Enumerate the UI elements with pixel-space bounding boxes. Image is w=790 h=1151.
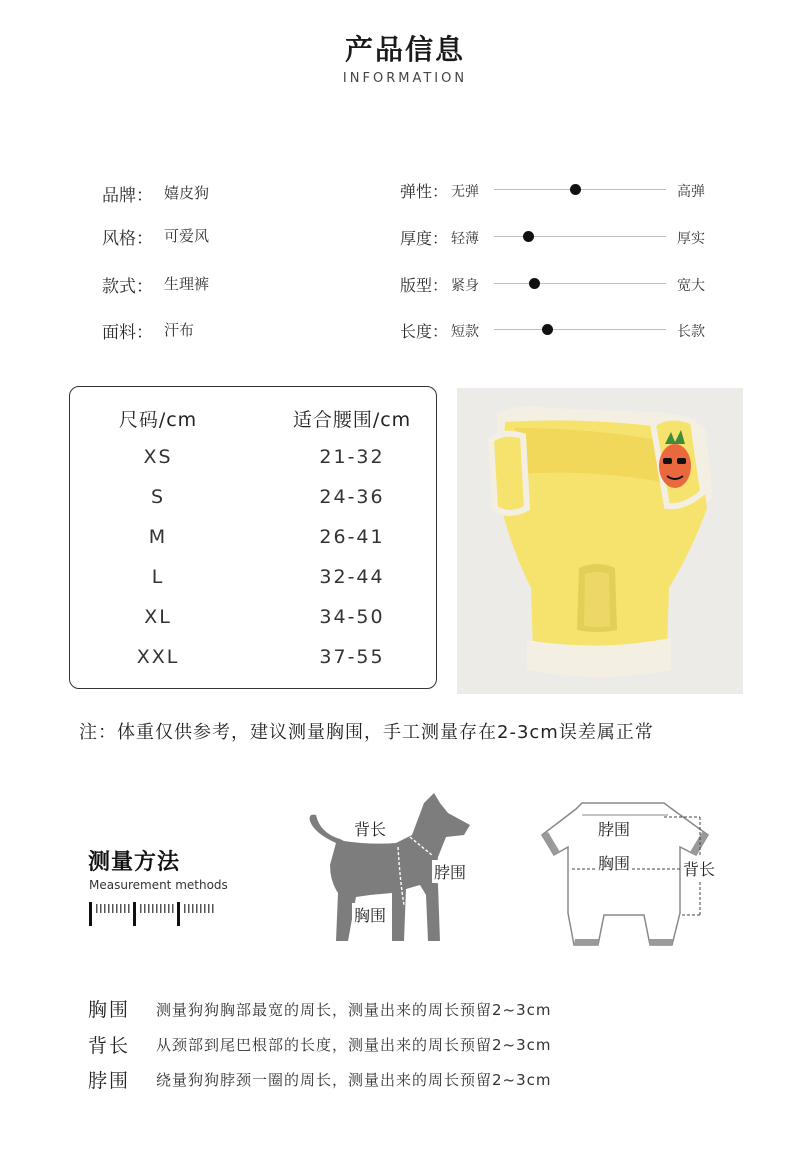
definition-text: 测量狗狗胸部最宽的周长，测量出来的周长预留2~3cm: [156, 1001, 552, 1019]
scale-fit: [400, 272, 720, 296]
scale-high: 长款: [677, 324, 705, 340]
scale-low: 紧身: [451, 278, 479, 294]
scale-low: 轻薄: [451, 231, 479, 247]
definition-text: 从颈部到尾巴根部的长度，测量出来的周长预留2~3cm: [156, 1036, 552, 1054]
attribute-fabric: [102, 318, 195, 343]
scale-marker: [529, 278, 540, 289]
size-table: [69, 386, 437, 689]
dog-label-chest: 胸围: [352, 903, 388, 926]
attribute-key: 风格：: [102, 229, 153, 249]
scale-elasticity: [400, 178, 720, 202]
scale-marker: [542, 324, 553, 335]
page-title: 产品信息: [344, 33, 465, 66]
attribute-value: 生理裤: [164, 275, 210, 293]
dog-label-neck: 脖围: [432, 860, 468, 883]
product-photo: [457, 388, 743, 694]
attribute-value: 汗布: [164, 321, 195, 339]
scale-low: 无弹: [451, 184, 479, 200]
table-header-waist: 适合腰围/cm: [292, 409, 412, 431]
table-cell-waist: 37-55: [319, 646, 385, 668]
scale-label: 长度：: [400, 322, 449, 341]
scale-label: 版型：: [400, 276, 449, 295]
scale-high: 宽大: [677, 278, 705, 294]
definition-term: 背长: [88, 1035, 131, 1057]
scale-label: 厚度：: [400, 229, 449, 248]
attribute-type: [102, 272, 210, 297]
table-cell-size: M: [148, 526, 168, 548]
table-cell-waist: 32-44: [319, 566, 385, 588]
scale-track: [494, 236, 666, 237]
table-cell-waist: 24-36: [319, 486, 385, 508]
method-subtitle: Measurement methods: [89, 878, 228, 892]
ruler-icon: [89, 900, 219, 926]
page-subtitle: INFORMATION: [342, 71, 468, 86]
table-cell-waist: 21-32: [319, 446, 385, 468]
table-cell-waist: 34-50: [319, 606, 385, 628]
diaper-illustration: [457, 388, 743, 694]
scale-low: 短款: [451, 324, 479, 340]
definition-term: 胸围: [88, 999, 131, 1021]
garment-label-neck: 脖围: [596, 817, 632, 840]
garment-diagram: [540, 795, 730, 955]
table-cell-size: XXL: [136, 646, 180, 668]
dog-diagram: [300, 785, 490, 955]
method-title: 测量方法: [88, 850, 181, 875]
scale-thickness: [400, 225, 720, 249]
table-cell-size: S: [150, 486, 166, 508]
scale-high: 高弹: [677, 184, 705, 200]
scale-track: [494, 283, 666, 284]
table-cell-waist: 26-41: [319, 526, 385, 548]
table-header-size: 尺码/cm: [118, 409, 198, 431]
garment-label-chest: 胸围: [596, 851, 632, 874]
measurement-note: 注：体重仅供参考，建议测量胸围，手工测量存在2-3cm误差属正常: [79, 722, 654, 743]
scale-marker: [570, 184, 581, 195]
attribute-brand: [102, 181, 210, 206]
table-cell-size: L: [151, 566, 165, 588]
definition-term: 脖围: [88, 1070, 131, 1092]
scale-marker: [523, 231, 534, 242]
attribute-style: [102, 224, 210, 249]
garment-label-back-length: 背长: [681, 857, 717, 880]
attribute-key: 品牌：: [102, 186, 153, 206]
table-cell-size: XS: [143, 446, 173, 468]
scale-label: 弹性：: [400, 182, 449, 201]
attribute-value: 嬉皮狗: [164, 184, 210, 202]
scale-track: [494, 329, 666, 330]
dog-label-back-length: 背长: [352, 817, 388, 840]
table-cell-size: XL: [144, 606, 172, 628]
attribute-key: 款式：: [102, 277, 153, 297]
scale-high: 厚实: [677, 231, 705, 247]
attribute-key: 面料：: [102, 323, 153, 343]
attribute-value: 可爱风: [164, 227, 210, 245]
definition-text: 绕量狗狗脖颈一圈的周长，测量出来的周长预留2~3cm: [156, 1071, 552, 1089]
scale-length: [400, 318, 720, 342]
